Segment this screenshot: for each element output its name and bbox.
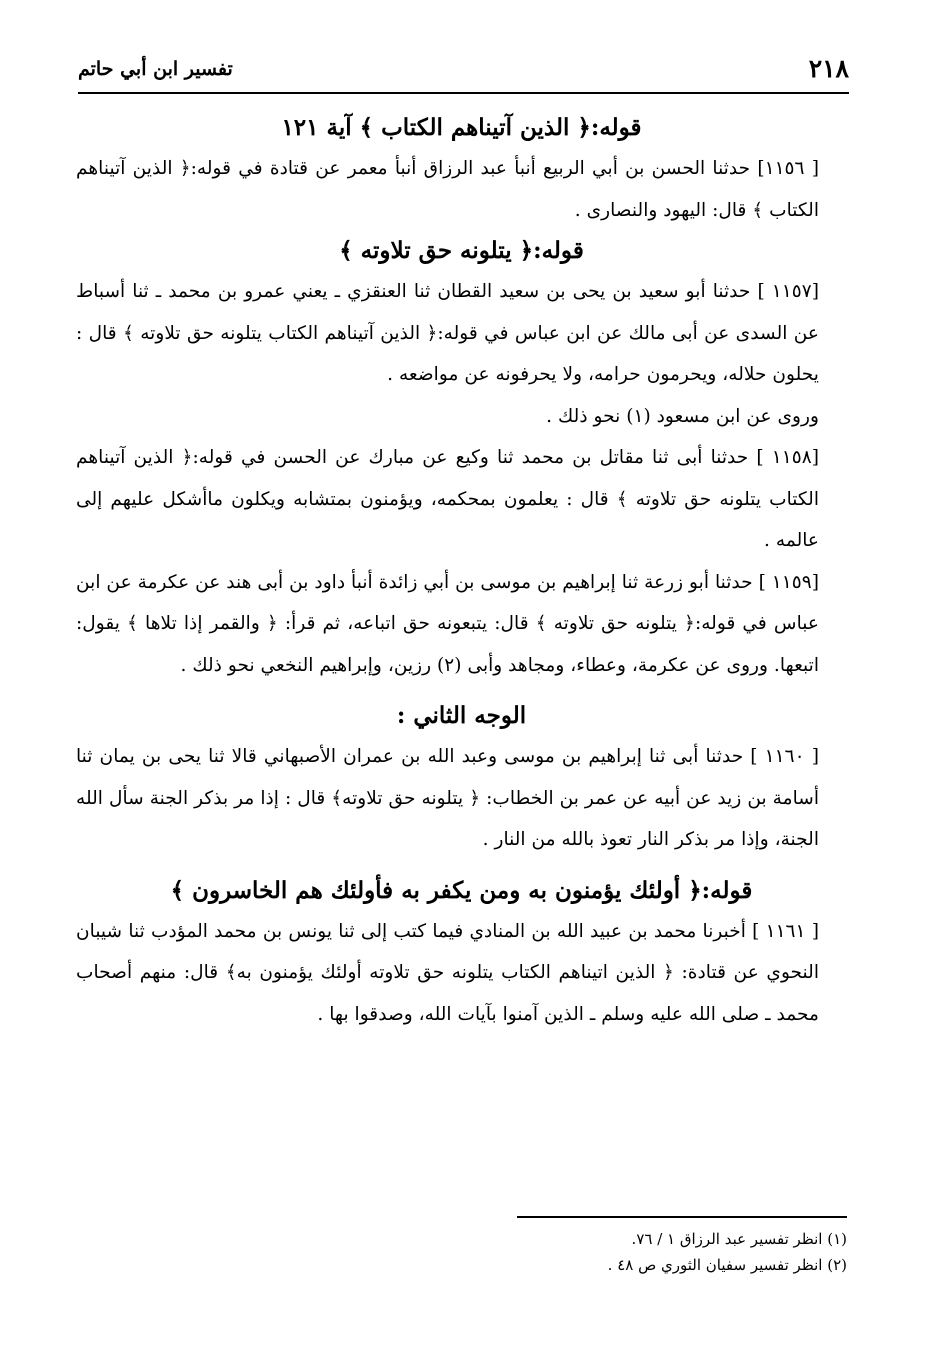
- page-header: [78, 52, 849, 94]
- narration-1161: [ ١١٦١ ] أخبرنا محمد بن عبيد الله بن المنادي فيما كتب إلى ثنا يونس بن محمد المؤدب ثنا شيبان النحوي عن قتادة: ﴿ الذين اتيناهم الكتاب يتلونه حق تلاوته أولئك يؤمنون به﴾ قال: منهم أصحاب محمد ـ صلى الله عليه وسلم ـ الذين آمنوا بآيات الله، وصدقوا بها .: [76, 920, 819, 1025]
- section-heading-recitation: قوله:﴿ يتلونه حق تلاوته ﴾: [339, 237, 584, 264]
- footnote-1: (١) انظر تفسير عبد الرزاق ١ / ٧٦.: [631, 1230, 847, 1248]
- narration-1159: [١١٥٩ ] حدثنا أبو زرعة ثنا إبراهيم بن موسى بن أبي زائدة أنبأ داود بن أبى هند عن عكرمة عن ابن عباس في قوله:﴿ يتلونه حق تلاوته ﴾ قال: يتبعونه حق اتباعه، ثم قرأ: ﴿ والقمر إذا تلاها ﴾ يقول: اتبعها. وروى عن عكرمة، وعطاء، ومجاهد وأبى (٢) رزين، وإبراهيم النخعي نحو ذلك .: [76, 571, 819, 676]
- page-body: [76, 108, 847, 1035]
- narration-note-ibn-masud: وروى عن ابن مسعود (١) نحو ذلك .: [546, 405, 819, 427]
- verse-heading-121: قوله:﴿ الذين آتيناهم الكتاب ﴾ آية ١٢١: [281, 114, 642, 141]
- narration-1157: [١١٥٧ ] حدثنا أبو سعيد بن يحى بن سعيد القطان ثنا العنقزي ـ يعني عمرو بن محمد ـ ثنا أسباط عن السدى عن أبى مالك عن ابن عباس في قوله:﴿ الذين آتيناهم الكتاب يتلونه حق تلاوته ﴾ قال : يحلون حلاله، ويحرمون حرامه، ولا يحرفونه عن مواضعه .: [76, 281, 819, 385]
- narration-1158: [١١٥٨ ] حدثنا أبى ثنا مقاتل بن محمد ثنا وكيع عن مبارك عن الحسن في قوله:﴿ الذين آتيناهم الكتاب يتلونه حق تلاوته ﴾ قال : يعلمون بمحكمه، ويؤمنون بمتشابه ويكلون ماأشكل عليهم إلى عالمه .: [76, 447, 819, 551]
- page-number: ٢١٨: [808, 54, 849, 83]
- narration-1156: [ ١١٥٦] حدثنا الحسن بن أبي الربيع أنبأ عبد الرزاق أنبأ معمر عن قتادة في قوله:﴿ الذين آتيناهم الكتاب ﴾ قال: اليهود والنصارى .: [76, 158, 819, 221]
- book-title: تفسير ابن أبي حاتم: [78, 58, 233, 80]
- section-heading-believers: قوله:﴿ أولئك يؤمنون به ومن يكفر به فأولئك هم الخاسرون ﴾: [170, 876, 753, 904]
- footnotes: [517, 1216, 847, 1278]
- second-aspect-heading: الوجه الثاني :: [396, 702, 527, 729]
- footnote-2: (٢) انظر تفسير سفيان الثوري ص ٤٨ .: [607, 1256, 847, 1274]
- narration-1160: [ ١١٦٠ ] حدثنا أبى ثنا إبراهيم بن موسى وعبد الله بن عمران الأصبهاني قالا ثنا يحى بن يمان ثنا أسامة بن زيد عن أبيه عن عمر بن الخطاب: ﴿ يتلونه حق تلاوته﴾ قال : إذا مر بذكر الجنة سأل الله الجنة، وإذا مر بذكر النار تعوذ بالله من النار .: [76, 746, 819, 850]
